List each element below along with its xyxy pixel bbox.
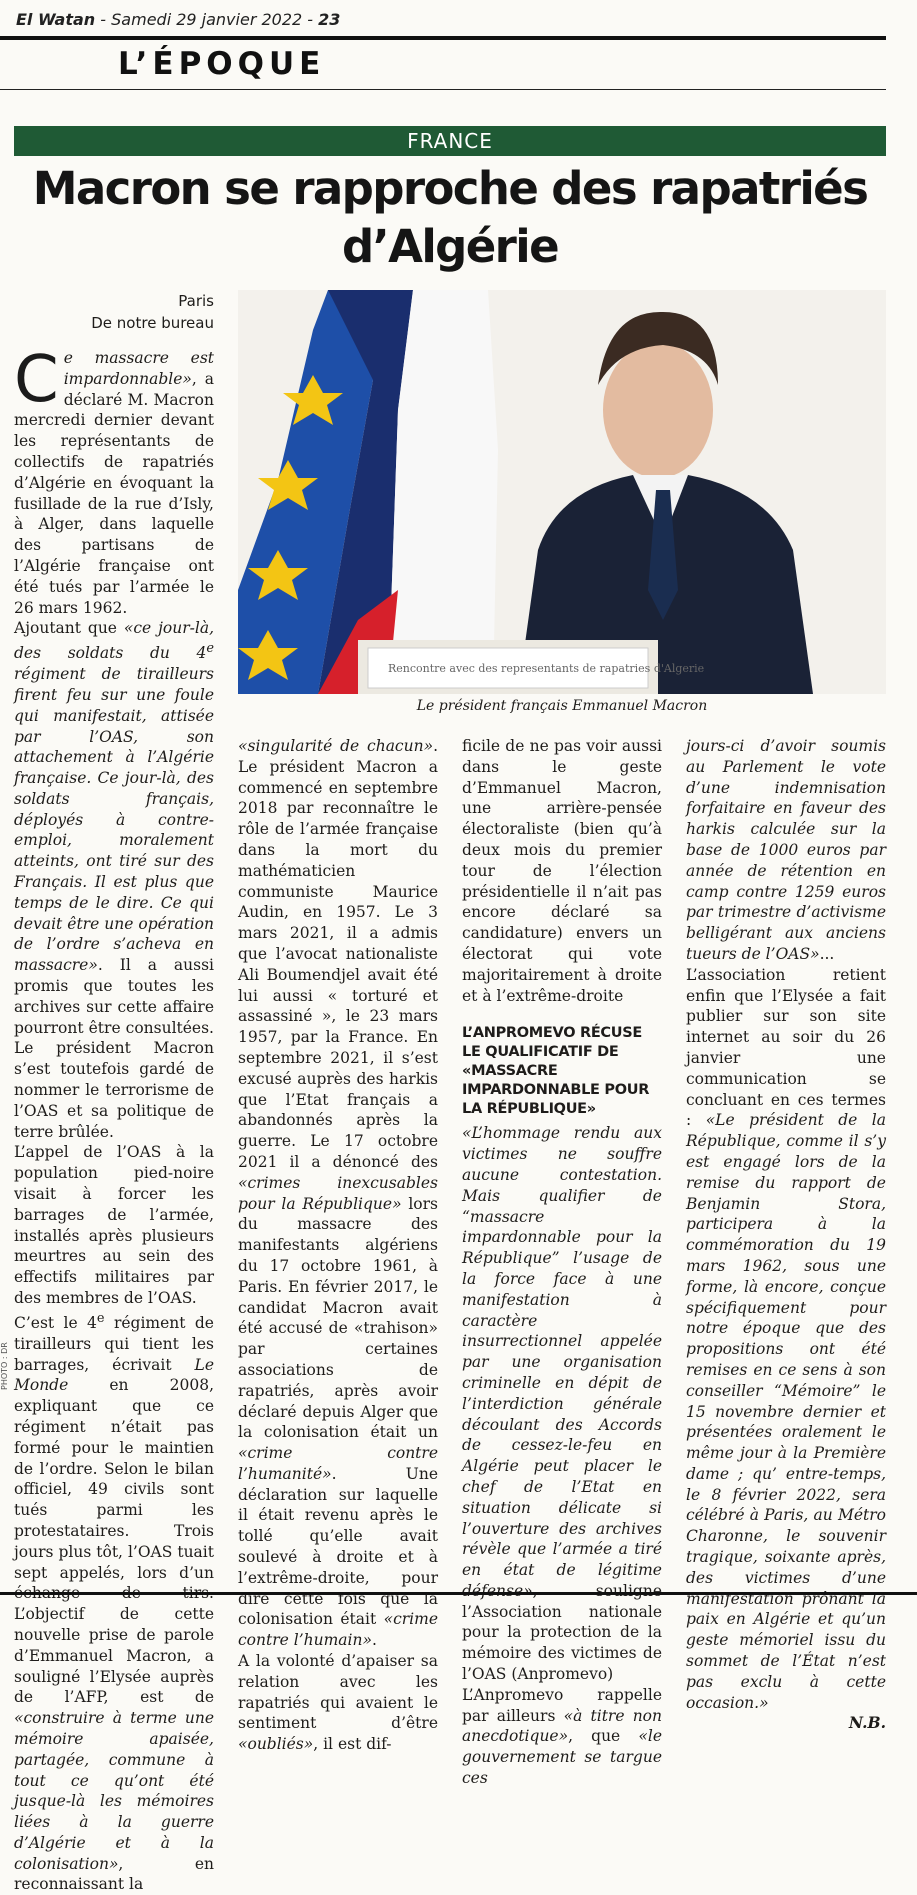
section-rule	[0, 89, 886, 90]
issue-date: Samedi 29 janvier 2022	[111, 10, 303, 29]
dateline	[14, 290, 214, 334]
article-column-3: ficile de ne pas voir aussi dans le geste d’Emmanuel Macron, une arrière-pensée électoraliste (bien qu’à deux mois du premier tour de l’élection présidentielle il n’ait pas encore déclaré sa candidature) envers un électorat qui vote majoritairement à droite et à l’extrême-droite L’ANPROMEVO RÉCUSE LE QUALIFICATIF DE «MASSACRE IMPARDONNABLE POUR LA RÉPUBLIQUE» «L’hommage rendu aux victimes ne souffre aucune contestation. Mais qualifier de “massacre impardonnable pour la République” l’usage de la force face à une manifestation à caractère insurrectionnel appelée par une organisation criminelle en dépit de l’interdiction générale découlant des Accords de cessez-le-feu en Algérie peut placer le chef de l’Etat en situation délicate si l’ouverture des archives révèle que l’armée a tiré en état de légitime défense», souligne l’Association nationale pour la protection de la mémoire des victimes de l’OAS (Anpromevo) L’Anpromevo rappelle par ailleurs «à titre non anecdotique», que «le gouvernement se targue ces	[462, 737, 662, 1788]
dateline-city: Paris	[178, 292, 214, 310]
podium-placard-text: Rencontre avec des representants de rapatries d'Algerie	[388, 662, 705, 675]
article-photo	[238, 290, 886, 694]
drop-cap: C	[14, 343, 59, 417]
author-signature: N.B.	[848, 1713, 886, 1733]
section-title: L’ÉPOQUE	[118, 46, 326, 82]
dateline-bureau: De notre bureau	[91, 314, 214, 332]
page-header: El Watan - Samedi 29 janvier 2022 - 23	[16, 10, 341, 29]
newspaper-name: El Watan	[16, 10, 96, 29]
article-column-2: «singularité de chacun». Le président Macron a commencé en septembre 2018 par reconnaître le rôle de l’armée française dans la mort du mathématicien communiste Maurice Audin, en 1957. Le 3 mars 2021, il a admis que l’avocat nationaliste Ali Boumendjel avait été lui aussi « torturé et assassiné », le 23 mars 1957, par la France. En septembre 2021, il s’est excusé auprès des harkis que l’Etat français a abandonnés après la guerre. Le 17 octobre 2021 il a dénoncé des «crimes inexcusables pour la République» lors du massacre des manifestants algériens du 17 octobre 1961, à Paris. En février 2017, le candidat Macron avait été accusé de «trahison» par certaines associations de rapatriés, après avoir déclaré depuis Alger que la colonisation était un «crime contre l’humanité». Une déclaration sur laquelle il était revenu après le tollé qu’elle avait soulevé à droite et à l’extrême-droite, pour dire cette fois que la colonisation était «crime contre l’humain». A la volonté d’apaiser sa relation avec les rapatriés qui avaient le sentiment d’être «oubliés», il est dif-	[238, 737, 438, 1754]
page-number: 23	[318, 10, 341, 29]
footer-rule	[0, 1592, 917, 1595]
category-band: FRANCE	[14, 126, 886, 156]
photo-caption: Le président français Emmanuel Macron	[416, 698, 708, 714]
photo-credit: PHOTO : DR	[0, 1342, 9, 1390]
article-headline: Macron se rapproche des rapatriés d’Algérie	[32, 162, 868, 273]
article-column-1: Ce massacre est impardonnable», a déclaré M. Macron mercredi dernier devant les représentants de collectifs de rapatriés d’Algérie en évoquant la fusillade de la rue d’Isly, à Alger, dans laquelle des partisans de l’Algérie française ont été tués par l’armée le 26 mars 1962. Ajoutant que «ce jour-là, des soldats du 4e régiment de tirailleurs firent feu sur une foule qui manifestait, attisée par l’OAS, son attachement à l’Algérie française. Ce jour-là, des soldats français, déployés à contre-emploi, moralement atteints, ont tiré sur des Français. Il est plus que temps de le dire. Ce qui devait être une opération de l’ordre s’acheva en massacre». Il a aussi promis que toutes les archives sur cette affaire pourront être consultées. Le président Macron s’est toutefois gardé de nommer le terrorisme de l’OAS et sa politique de terre brûlée. L’appel de l’OAS à la population pied-noire visait à forcer les barrages de l’armée, installés après plusieurs meurtres au sein des effectifs militaires par des membres de l’OAS. C’est le 4e régiment de tirailleurs qui tient les barrages, écrivait Le Monde en 2008, expliquant que ce régiment n’était pas formé pour le maintien de l’ordre. Selon le bilan officiel, 49 civils sont tués parmi les protestataires. Trois jours plus tôt, l’OAS tuait sept appelés, lors d’un échange de tirs. L’objectif de cette nouvelle prise de parole d’Emmanuel Macron, a souligné l’Elysée auprès de l’AFP, est de «construire à terme une mémoire apaisée, partagée, commune à tout ce qu’ont été jusque-là les mémoires liées à la guerre d’Algérie et à la colonisation», en reconnaissant la	[14, 343, 214, 1894]
article-column-4: jours-ci d’avoir soumis au Parlement le vote d’une indemnisation forfaitaire en faveur des harkis calculée sur la base de 1000 euros par année de rétention en camp contre 1259 euros par trimestre d’activisme belligérant aux anciens tueurs de l’OAS»... L’association retient enfin que l’Elysée a fait publier sur son site internet au soir du 26 janvier une communication se concluant en ces termes : «Le président de la République, comme il s’y est engagé lors de la remise du rapport de Benjamin Stora, participera à la commémoration du 19 mars 1962, sous une forme, là encore, conçue spécifiquement pour notre époque que des propositions ont été remises en ce sens à son conseiller “Mémoire” le 15 novembre dernier et présentées oralement le même jour à la Première dame ; qu’ entre-temps, le 8 février 2022, sera célébré à Paris, au Métro Charonne, le souvenir tragique, soixante après, des victimes d’une manifestation prônant la paix en Algérie et qu’un geste mémoriel issu du sommet de l’État n’est pas exclu à cette occasion.» N.B.	[686, 737, 887, 1733]
article-subhead: L’ANPROMEVO RÉCUSE LE QUALIFICATIF DE «MASSACRE IMPARDONNABLE POUR LA RÉPUBLIQUE»	[462, 1025, 650, 1118]
header-rule	[0, 36, 886, 40]
